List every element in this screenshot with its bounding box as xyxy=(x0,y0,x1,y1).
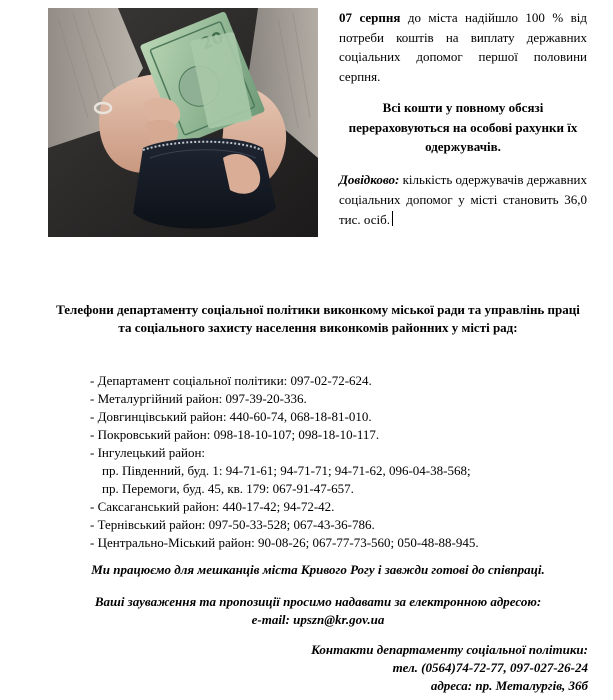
phone-list xyxy=(90,372,590,552)
list-item: - Саксаганський район: 440-17-42; 94-72-42. xyxy=(90,499,335,514)
phones-heading: Телефони департаменту соціальної політики виконкому міської ради та управлінь праці та соціального захисту населення виконкомів районних у місті рад: xyxy=(56,302,580,335)
news-column xyxy=(339,8,587,230)
info-paragraph xyxy=(339,170,587,230)
contacts-address: адреса: пр. Металургів, 36б xyxy=(430,678,588,693)
email-address: e-mail: upszn@kr.gov.ua xyxy=(251,612,385,627)
list-item: - Департамент соціальної політики: 097-02-72-624. xyxy=(90,373,372,388)
list-item: - Інгулецький район: xyxy=(90,445,206,460)
info-label: Довідково: xyxy=(339,171,400,187)
news-text: до міста надійшло 100 % від потреби коштів на виплату державних соціальних допомог першої половини серпня. xyxy=(339,10,587,84)
list-item: - Довгинцівський район: 440-60-74, 068-18-81-010. xyxy=(90,409,372,424)
feedback-request: Ваші зауваження та пропозиції просимо надавати за електронною адресою: xyxy=(94,594,542,609)
list-item: - Металургійний район: 097-39-20-336. xyxy=(90,391,307,406)
list-item: - Тернівський район: 097-50-33-528; 067-43-36-786. xyxy=(90,517,375,532)
list-item: - Центрально-Міський район: 90-08-26; 067-77-73-560; 050-48-88-945. xyxy=(90,535,479,550)
list-item: - Покровський район: 098-18-10-107; 098-18-10-117. xyxy=(90,427,380,442)
payment-notice: Всі кошти у повному обсязі перераховуються на особові рахунки їх одержувачів. xyxy=(348,100,578,154)
info-text: кількість одержувачів державних соціальних допомог у місті становить 36,0 тис. осіб. xyxy=(339,171,587,227)
contacts-phone: тел. (0564)74-72-77, 097-027-26-24 xyxy=(392,660,588,675)
list-subitem: пр. Південний, буд. 1: 94-71-61; 94-71-71; 94-71-62, 096-04-38-568; xyxy=(102,463,471,478)
contacts-title: Контакти департаменту соціальної політики: xyxy=(311,642,588,657)
text-cursor xyxy=(392,211,393,226)
closing-statement: Ми працюємо для мешканців міста Кривого Рогу і завжди готові до співпраці. xyxy=(91,562,545,577)
contacts-block xyxy=(311,641,588,695)
news-date: 07 серпня xyxy=(339,10,401,25)
list-subitem: пр. Перемоги, буд. 45, кв. 179: 067-91-47-657. xyxy=(102,481,354,496)
news-paragraph xyxy=(339,8,587,86)
hands-wallet-money-photo xyxy=(48,8,318,237)
